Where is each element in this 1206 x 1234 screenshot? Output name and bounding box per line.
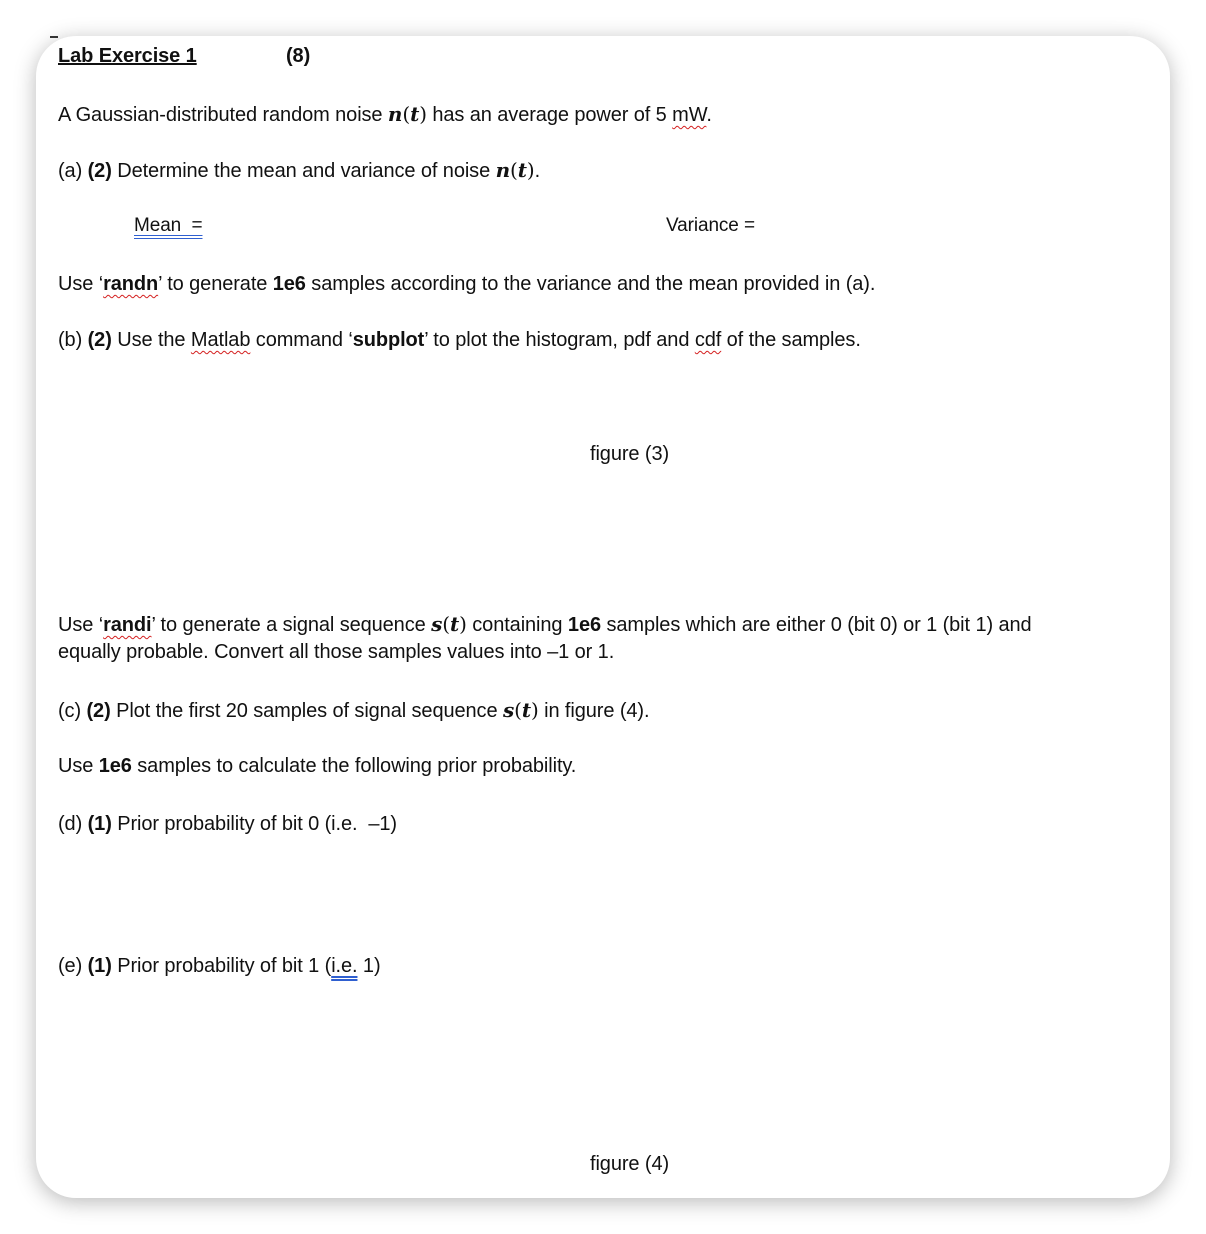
- randi-instruction-line-2: equally probable. Convert all those samples values into –1 or 1.: [58, 641, 615, 663]
- exercise-title: Lab Exercise 1: [58, 45, 197, 67]
- prior-probability-instruction: Use 1e6 samples to calculate the following prior probability.: [58, 755, 577, 777]
- part-e-question: (e) (1) Prior probability of bit 1 (i.e. 1): [58, 955, 381, 977]
- intro-paragraph: A Gaussian-distributed random noise n(t) has an average power of 5 mW.: [58, 102, 712, 126]
- part-a-question: (a) (2) Determine the mean and variance of noise n(t).: [58, 158, 541, 182]
- corner-mark: [50, 36, 58, 38]
- randn-instruction: Use ‘randn’ to generate 1e6 samples according to the variance and the mean provided in (a).: [58, 273, 876, 295]
- mean-answer-label: Mean =: [134, 215, 203, 236]
- part-c-question: (c) (2) Plot the first 20 samples of signal sequence s(t) in figure (4).: [58, 698, 650, 722]
- exercise-heading: [58, 44, 197, 68]
- part-b-question: (b) (2) Use the Matlab command ‘subplot’ to plot the histogram, pdf and cdf of the samples.: [58, 329, 861, 351]
- variance-answer-label: Variance =: [666, 215, 755, 236]
- figure-4-caption: figure (4): [590, 1153, 670, 1175]
- exercise-marks: (8): [286, 45, 311, 67]
- randi-instruction: Use ‘randi’ to generate a signal sequence s(t) containing 1e6 samples which are either 0 (bit 0) or 1 (bit 1) and: [58, 612, 1032, 636]
- part-d-question: (d) (1) Prior probability of bit 0 (i.e. –1): [58, 813, 397, 835]
- figure-3-caption: figure (3): [590, 443, 670, 465]
